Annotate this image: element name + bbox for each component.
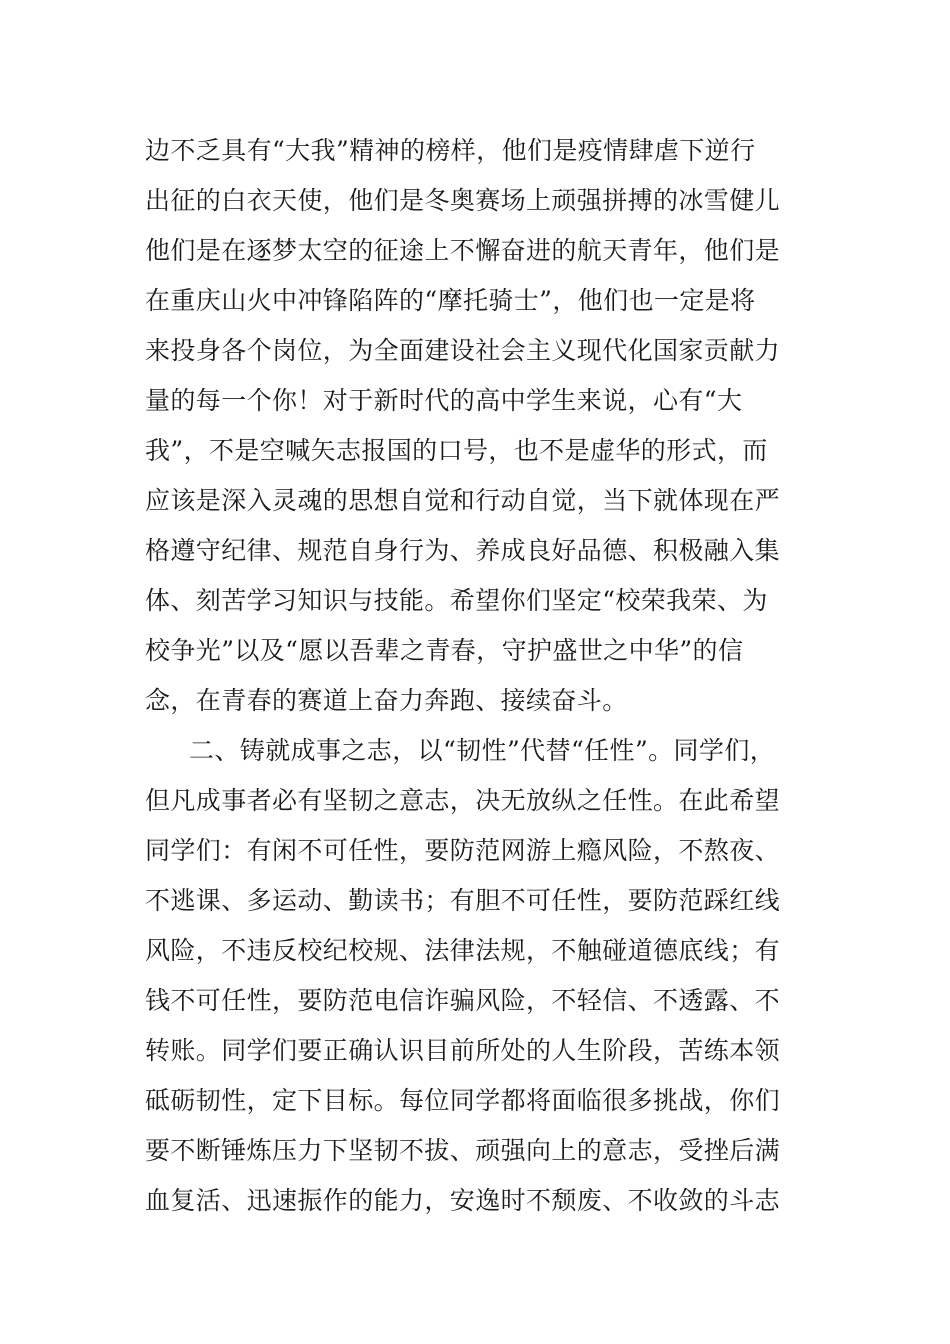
text-line: 校争光”以及“愿以吾辈之青春，守护盛世之中华”的信 bbox=[145, 636, 744, 665]
text-line: 风险，不违反校纪校规、法律法规，不触碰道德底线；有 bbox=[145, 936, 781, 965]
text-line: 格遵守纪律、规范自身行为、养成良好品德、积极融入集 bbox=[145, 536, 781, 565]
text-line: 边不乏具有“大我”精神的榜样，他们是疫情肆虐下逆行 bbox=[145, 136, 756, 165]
text-line: 应该是深入灵魂的思想自觉和行动自觉，当下就体现在严 bbox=[145, 486, 781, 515]
body-text bbox=[145, 126, 815, 1226]
text-line: 我”，不是空喊矢志报国的口号，也不是虚华的形式，而 bbox=[145, 436, 768, 465]
text-line: 转账。同学们要正确认识目前所处的人生阶段，苦练本领 bbox=[145, 1036, 781, 1065]
text-line: 念，在青春的赛道上奋力奔跑、接续奋斗。 bbox=[145, 686, 628, 715]
text-line: 来投身各个岗位，为全面建设社会主义现代化国家贡献力 bbox=[145, 336, 781, 365]
text-line: 钱不可任性，要防范电信诈骗风险，不轻信、不透露、不 bbox=[145, 986, 781, 1015]
text-line: 体、刻苦学习知识与技能。希望你们坚定“校荣我荣、为 bbox=[145, 586, 768, 615]
text-line: 砥砺韧性，定下目标。每位同学都将面临很多挑战，你们 bbox=[145, 1086, 781, 1115]
text-line: 血复活、迅速振作的能力，安逸时不颓废、不收敛的斗志 bbox=[145, 1186, 781, 1215]
text-line: 他们是在逐梦太空的征途上不懈奋进的航天青年，他们是 bbox=[145, 236, 781, 265]
text-line: 量的每一个你！对于新时代的高中学生来说，心有“大 bbox=[145, 386, 743, 415]
text-line: 出征的白衣天使，他们是冬奥赛场上顽强拼搏的冰雪健儿 bbox=[145, 186, 781, 215]
text-line: 要不断锤炼压力下坚韧不拔、顽强向上的意志，受挫后满 bbox=[145, 1136, 781, 1165]
section-heading-line: 二、铸就成事之志，以“韧性”代替“任性”。同学们， bbox=[189, 736, 776, 765]
text-line: 同学们：有闲不可任性，要防范网游上瘾风险，不熬夜、 bbox=[145, 836, 781, 865]
text-line: 但凡成事者必有坚韧之意志，决无放纵之任性。在此希望 bbox=[145, 786, 781, 815]
text-line: 在重庆山火中冲锋陷阵的“摩托骑士”，他们也一定是将 bbox=[145, 286, 756, 315]
text-line: 不逃课、多运动、勤读书；有胆不可任性，要防范踩红线 bbox=[145, 886, 781, 915]
